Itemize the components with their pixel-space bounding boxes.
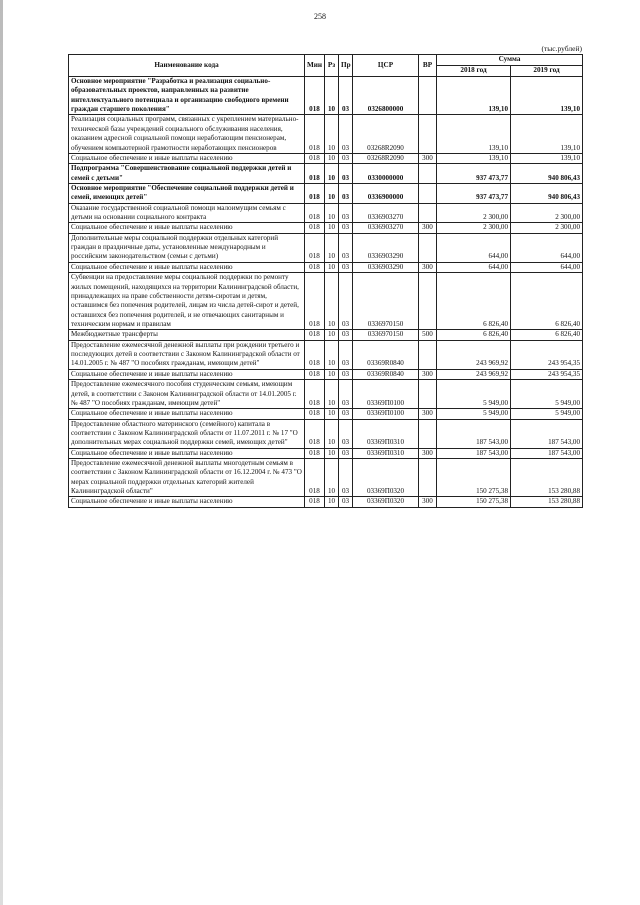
table-row: [69, 273, 583, 330]
cell-min: 018: [305, 77, 325, 115]
cell-2018: 243 969,92: [437, 340, 511, 369]
cell-name: Социальное обеспечение и иные выплаты населению: [69, 262, 305, 272]
cell-2018: 5 949,00: [437, 409, 511, 419]
cell-2018: 139,10: [437, 153, 511, 163]
cell-rz: 10: [325, 223, 339, 233]
cell-2018: 6 826,40: [437, 273, 511, 330]
cell-name: Основное мероприятие "Обеспечение социальной поддержки детей и семей, имеющих детей": [69, 183, 305, 203]
cell-rz: 10: [325, 369, 339, 379]
cell-2019: 187 543,00: [511, 419, 583, 448]
table-row: [69, 223, 583, 233]
cell-csr: 0336900000: [353, 183, 419, 203]
cell-2019: 644,00: [511, 233, 583, 262]
cell-2018: 6 826,40: [437, 330, 511, 340]
table-row: [69, 459, 583, 497]
cell-name: Межбюджетные трансферты: [69, 330, 305, 340]
cell-name: Социальное обеспечение и иные выплаты населению: [69, 369, 305, 379]
cell-csr: 03268R2090: [353, 115, 419, 153]
cell-csr: 03369П0100: [353, 409, 419, 419]
cell-pr: 03: [339, 330, 353, 340]
cell-min: 018: [305, 448, 325, 458]
cell-rz: 10: [325, 164, 339, 184]
cell-2018: 2 300,00: [437, 223, 511, 233]
table-row: [69, 183, 583, 203]
cell-pr: 03: [339, 77, 353, 115]
cell-2019: 6 826,40: [511, 273, 583, 330]
cell-pr: 03: [339, 203, 353, 223]
cell-rz: 10: [325, 153, 339, 163]
cell-name: Подпрограмма "Совершенствование социальной поддержки детей и семей с детьми": [69, 164, 305, 184]
cell-vr: [419, 340, 437, 369]
cell-csr: 0336970150: [353, 273, 419, 330]
cell-pr: 03: [339, 233, 353, 262]
table-row: [69, 409, 583, 419]
cell-2018: 2 300,00: [437, 203, 511, 223]
cell-2019: 940 806,43: [511, 164, 583, 184]
cell-csr: 03369П0320: [353, 459, 419, 497]
cell-vr: [419, 77, 437, 115]
cell-name: Социальное обеспечение и иные выплаты населению: [69, 223, 305, 233]
cell-2019: 5 949,00: [511, 409, 583, 419]
table-row: [69, 340, 583, 369]
cell-vr: [419, 459, 437, 497]
cell-csr: 0336903290: [353, 233, 419, 262]
cell-name: Социальное обеспечение и иные выплаты населению: [69, 448, 305, 458]
cell-2018: 644,00: [437, 233, 511, 262]
cell-vr: [419, 164, 437, 184]
cell-csr: 03369П0310: [353, 448, 419, 458]
table-row: [69, 262, 583, 272]
cell-csr: 03369R0840: [353, 340, 419, 369]
cell-min: 018: [305, 273, 325, 330]
cell-pr: 03: [339, 164, 353, 184]
cell-rz: 10: [325, 340, 339, 369]
cell-2018: 5 949,00: [437, 380, 511, 409]
header-sum: Сумма: [437, 55, 583, 66]
cell-csr: 0336903270: [353, 223, 419, 233]
header-csr: ЦСР: [353, 55, 419, 77]
cell-csr: 03369П0100: [353, 380, 419, 409]
header-min: Мин: [305, 55, 325, 77]
cell-name: Социальное обеспечение и иные выплаты населению: [69, 497, 305, 507]
header-rz: Рз: [325, 55, 339, 77]
cell-2018: 187 543,00: [437, 448, 511, 458]
cell-vr: [419, 380, 437, 409]
cell-vr: [419, 115, 437, 153]
cell-2019: 153 280,88: [511, 497, 583, 507]
cell-pr: 03: [339, 340, 353, 369]
cell-name: Реализация социальных программ, связанных с укреплением материально-технической базы учреждений социального обслуживания населения, оказанием адресной социальной помощи неработающим пенсионерам, обучением компьютерной грамотности неработающих пенсионеров: [69, 115, 305, 153]
cell-pr: 03: [339, 153, 353, 163]
cell-2019: 243 954,35: [511, 369, 583, 379]
cell-pr: 03: [339, 380, 353, 409]
cell-name: Предоставление ежемесячного пособия студенческим семьям, имеющим детей, в соответствии с Законом Калининградской области от 14.01.2005 г. № 487 "О пособиях гражданам, имеющим детей": [69, 380, 305, 409]
cell-name: Субвенции на предоставление меры социальной поддержки по ремонту жилых помещений, находящихся на территории Калининградской области, принадлежащих на праве собственности детям-сиротам и детям, оставшимся без попечения родителей, лицам из числа детей-сирот и детей, оставшихся без попечения родителей, и не отвечающих санитарным и техническим нормам и правилам: [69, 273, 305, 330]
cell-csr: 0336970150: [353, 330, 419, 340]
table-row: [69, 153, 583, 163]
cell-vr: 300: [419, 497, 437, 507]
cell-2018: 644,00: [437, 262, 511, 272]
cell-rz: 10: [325, 497, 339, 507]
cell-rz: 10: [325, 115, 339, 153]
cell-vr: [419, 419, 437, 448]
cell-csr: 0330000000: [353, 164, 419, 184]
cell-name: Основное мероприятие "Разработка и реализация социально-образовательных проектов, направленных на развитие интеллектуального потенциала и организацию свободного времени граждан старшего поколения": [69, 77, 305, 115]
cell-min: 018: [305, 183, 325, 203]
table-row: [69, 330, 583, 340]
table-row: [69, 380, 583, 409]
cell-pr: 03: [339, 273, 353, 330]
cell-vr: 300: [419, 153, 437, 163]
cell-2019: 644,00: [511, 262, 583, 272]
cell-min: 018: [305, 233, 325, 262]
cell-pr: 03: [339, 262, 353, 272]
cell-vr: 300: [419, 262, 437, 272]
cell-pr: 03: [339, 223, 353, 233]
cell-2019: 153 280,88: [511, 459, 583, 497]
cell-csr: 03369R0840: [353, 369, 419, 379]
cell-rz: 10: [325, 203, 339, 223]
cell-2018: 937 473,77: [437, 183, 511, 203]
header-vr: ВР: [419, 55, 437, 77]
cell-name: Оказание государственной социальной помощи малоимущим семьям с детьми на основании социального контракта: [69, 203, 305, 223]
header-pr: Пр: [339, 55, 353, 77]
cell-rz: 10: [325, 419, 339, 448]
table-row: [69, 77, 583, 115]
cell-name: Социальное обеспечение и иные выплаты населению: [69, 153, 305, 163]
cell-min: 018: [305, 497, 325, 507]
cell-name: Дополнительные меры социальной поддержки отдельных категорий граждан в праздничные даты, установленные международным и российским законодательством (семьи с детьми): [69, 233, 305, 262]
units-label: (тыс.рублей): [541, 44, 582, 53]
cell-rz: 10: [325, 77, 339, 115]
cell-pr: 03: [339, 183, 353, 203]
table-row: [69, 115, 583, 153]
page-number: 258: [314, 12, 326, 21]
cell-rz: 10: [325, 330, 339, 340]
cell-2019: 243 954,35: [511, 340, 583, 369]
cell-vr: 500: [419, 330, 437, 340]
cell-rz: 10: [325, 448, 339, 458]
cell-pr: 03: [339, 369, 353, 379]
cell-min: 018: [305, 380, 325, 409]
cell-2019: 139,10: [511, 153, 583, 163]
cell-2019: 2 300,00: [511, 223, 583, 233]
cell-name: Социальное обеспечение и иные выплаты населению: [69, 409, 305, 419]
cell-vr: 300: [419, 369, 437, 379]
cell-rz: 10: [325, 233, 339, 262]
table-row: [69, 419, 583, 448]
cell-min: 018: [305, 115, 325, 153]
cell-rz: 10: [325, 183, 339, 203]
cell-csr: 03369П0310: [353, 419, 419, 448]
cell-vr: 300: [419, 409, 437, 419]
cell-min: 018: [305, 459, 325, 497]
cell-2019: 187 543,00: [511, 448, 583, 458]
cell-vr: [419, 183, 437, 203]
cell-min: 018: [305, 262, 325, 272]
cell-2018: 187 543,00: [437, 419, 511, 448]
cell-pr: 03: [339, 497, 353, 507]
cell-min: 018: [305, 369, 325, 379]
cell-2019: 6 826,40: [511, 330, 583, 340]
cell-rz: 10: [325, 262, 339, 272]
cell-2018: 139,10: [437, 115, 511, 153]
cell-2019: 139,10: [511, 77, 583, 115]
header-name: Наименование кода: [69, 55, 305, 77]
cell-pr: 03: [339, 409, 353, 419]
table-row: [69, 369, 583, 379]
table-row: [69, 203, 583, 223]
header-2018: 2018 год: [437, 66, 511, 77]
cell-min: 018: [305, 203, 325, 223]
cell-min: 018: [305, 340, 325, 369]
cell-name: Предоставление ежемесячной денежной выплаты при рождении третьего и последующих детей в соответствии с Законом Калининградской области от 14.01.2005 г. № 487 "О пособиях гражданам, имеющим детей": [69, 340, 305, 369]
cell-rz: 10: [325, 273, 339, 330]
cell-name: Предоставление областного материнского (семейного) капитала в соответствии с Законом Калининградской области от 11.07.2011 г. № 17 "О дополнительных мерах социальной поддержки семей, имеющих детей": [69, 419, 305, 448]
cell-2018: 937 473,77: [437, 164, 511, 184]
table-body: [69, 77, 583, 508]
header-row-top: [69, 55, 583, 66]
cell-min: 018: [305, 419, 325, 448]
cell-rz: 10: [325, 409, 339, 419]
cell-min: 018: [305, 330, 325, 340]
cell-2018: 150 275,38: [437, 497, 511, 507]
cell-vr: [419, 203, 437, 223]
cell-vr: 300: [419, 448, 437, 458]
cell-pr: 03: [339, 459, 353, 497]
cell-csr: 0336903270: [353, 203, 419, 223]
cell-vr: [419, 273, 437, 330]
cell-pr: 03: [339, 115, 353, 153]
cell-csr: 03369П0320: [353, 497, 419, 507]
table-row: [69, 233, 583, 262]
cell-name: Предоставление ежемесячной денежной выплаты многодетным семьям в соответствии с Законом Калининградской области от 16.12.2004 г. № 473 "О мерах социальной поддержки отдельных категорий жителей Калининградской области": [69, 459, 305, 497]
cell-2019: 2 300,00: [511, 203, 583, 223]
cell-min: 018: [305, 223, 325, 233]
budget-table: [68, 54, 583, 508]
table-row: [69, 448, 583, 458]
table-row: [69, 164, 583, 184]
cell-min: 018: [305, 409, 325, 419]
cell-2019: 5 949,00: [511, 380, 583, 409]
cell-2019: 940 806,43: [511, 183, 583, 203]
scan-edge: [0, 0, 3, 905]
cell-csr: 0336903290: [353, 262, 419, 272]
cell-vr: [419, 233, 437, 262]
cell-2019: 139,10: [511, 115, 583, 153]
table-row: [69, 497, 583, 507]
cell-pr: 03: [339, 419, 353, 448]
cell-csr: 03268R2090: [353, 153, 419, 163]
cell-2018: 243 969,92: [437, 369, 511, 379]
header-2019: 2019 год: [511, 66, 583, 77]
cell-csr: 0326800000: [353, 77, 419, 115]
cell-pr: 03: [339, 448, 353, 458]
cell-2018: 150 275,38: [437, 459, 511, 497]
cell-min: 018: [305, 153, 325, 163]
cell-2018: 139,10: [437, 77, 511, 115]
cell-rz: 10: [325, 380, 339, 409]
cell-min: 018: [305, 164, 325, 184]
cell-vr: 300: [419, 223, 437, 233]
cell-rz: 10: [325, 459, 339, 497]
